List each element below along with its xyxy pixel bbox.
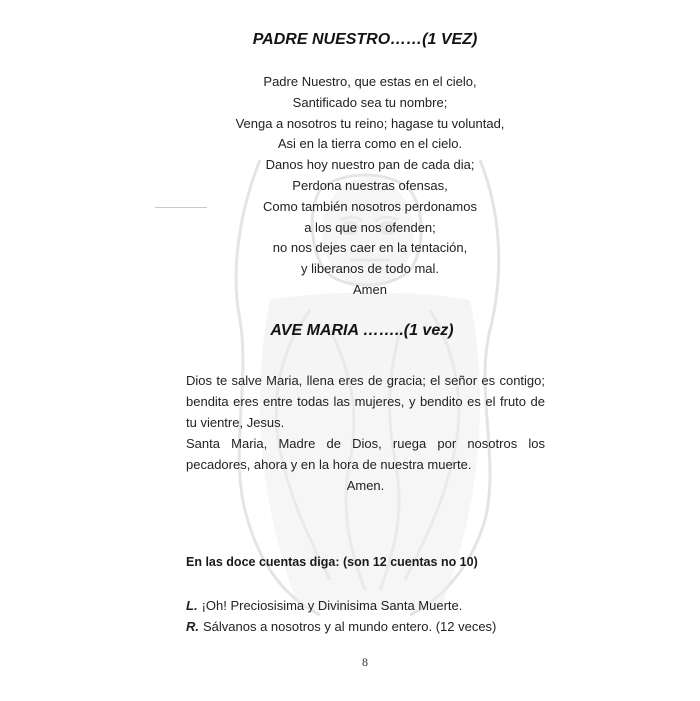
decade-instruction: En las doce cuentas diga: (son 12 cuentas no 10) [186, 555, 478, 569]
response-line-leader [186, 598, 462, 613]
ave-maria-title: AVE MARIA ……..(1 vez) [270, 322, 454, 339]
prayer-line: Danos hoy nuestro pan de cada dia; [265, 157, 475, 173]
padre-nuestro-text [70, 72, 670, 301]
prayer-line: Padre Nuestro, que estas en el cielo, [263, 74, 477, 89]
prayer-line: no nos dejes caer en la tentación, [272, 240, 468, 256]
prayer-line: Asi en la tierra como en el cielo. [277, 136, 463, 152]
response-line-reply [186, 619, 496, 634]
prayer-line: Venga a nosotros tu reino; hagase tu voluntad, [235, 115, 505, 131]
response-tag: L. [186, 598, 198, 613]
ave-maria-text [186, 370, 545, 496]
response-text: ¡Oh! Preciosisima y Divinisima Santa Muerte. [201, 598, 463, 613]
prayer-line: a los que nos ofenden; [304, 219, 436, 235]
ave-maria-amen: Amen. [346, 478, 385, 493]
prayer-line: y liberanos de todo mal. [300, 261, 440, 277]
prayer-line: Perdona nuestras ofensas, [292, 177, 448, 193]
page-number: 8 [362, 655, 368, 669]
ave-maria-paragraph-1: Dios te salve Maria, llena eres de gracia; el señor es contigo; bendita eres entre todas las mujeres, y bendito es el fruto de tu vientre, Jesus. [186, 373, 545, 430]
response-tag: R. [186, 619, 199, 634]
ave-maria-paragraph-2: Santa Maria, Madre de Dios, ruega por nosotros los pecadores, ahora y en la hora de nuestra muerte. [186, 436, 545, 472]
prayer-amen: Amen [353, 281, 387, 297]
prayer-line: Santificado sea tu nombre; [292, 94, 448, 110]
response-text: Sálvanos a nosotros y al mundo entero. (12 veces) [203, 619, 497, 634]
prayer-line: Como también nosotros perdonamos [263, 198, 477, 214]
padre-nuestro-title: PADRE NUESTRO……(1 VEZ) [252, 31, 478, 48]
